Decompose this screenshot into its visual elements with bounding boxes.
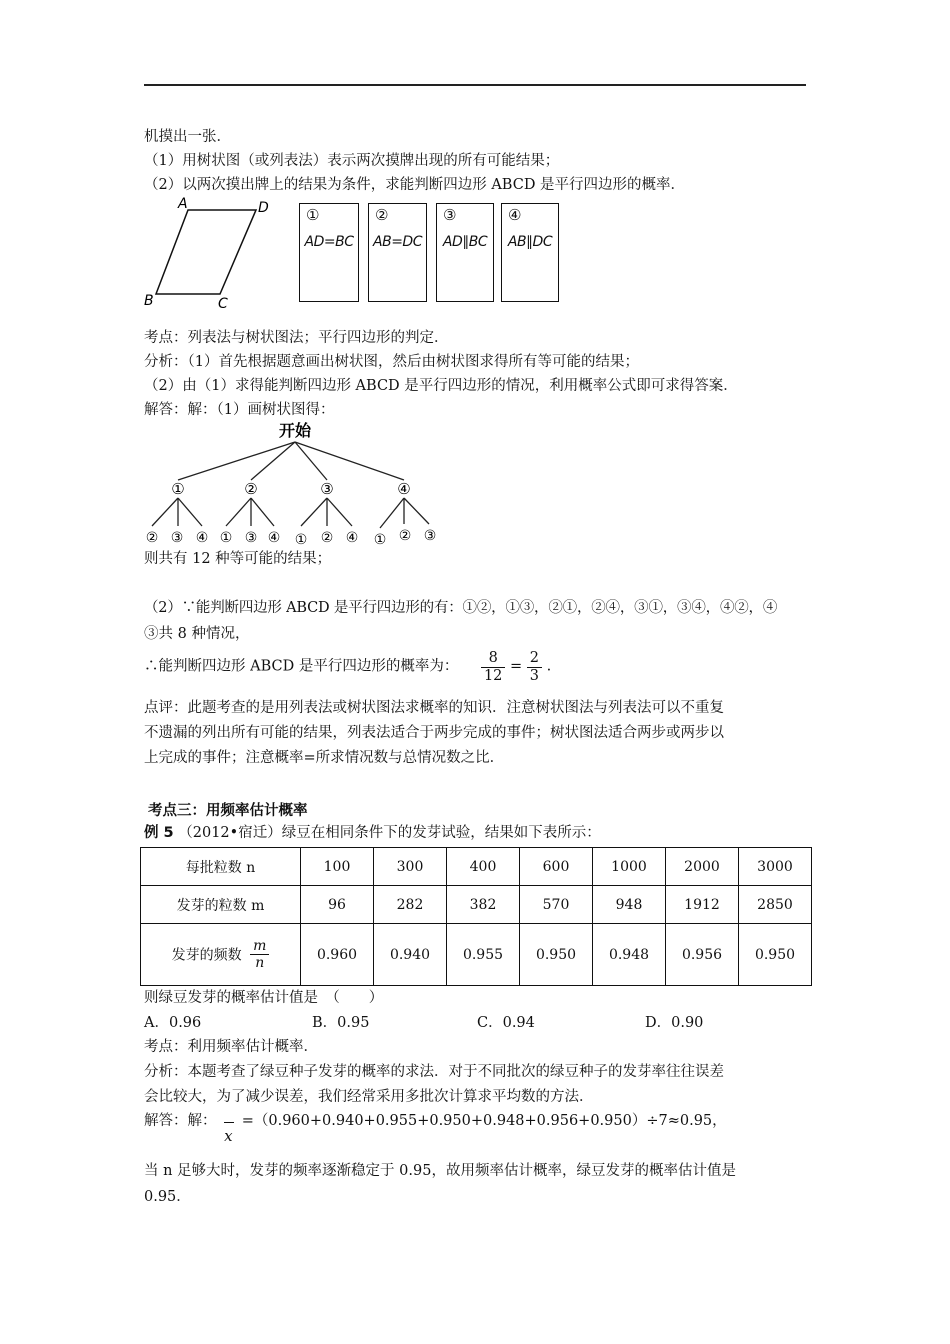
text-line: 解答：解：（1）画树状图得： [144, 402, 335, 418]
solution-prefix: 解答：解： [144, 1113, 217, 1129]
table-row [141, 924, 812, 986]
row-label: 发芽的粒数 m [141, 886, 301, 924]
solution-line [144, 1113, 727, 1145]
vertex-b-label: B [144, 293, 154, 309]
card-expression: AD∥BC [442, 234, 488, 250]
vertex-d-label: D [258, 200, 269, 216]
tree-leaf: ③ [170, 530, 184, 546]
table-cell: 382 [447, 886, 520, 924]
numerator: 8 [481, 650, 505, 668]
option-b: B．0.95 [312, 1015, 370, 1031]
text-line: 点评：此题考查的是用列表法或树状图法求概率的知识．注意树状图法与列表法可以不重复 [144, 700, 724, 716]
text-line: 当 n 足够大时，发芽的频率逐渐稳定于 0.95，故用频率估计概率，绿豆发芽的概率估计值是 [144, 1163, 736, 1179]
text-line: （2）∵能判断四边形 ABCD 是平行四边形的有：①②，①③，②①，②④，③①，③④，④②，④ [144, 600, 778, 616]
text-line: 则共有 12 种等可能的结果； [144, 551, 332, 567]
option-d: D．0.90 [645, 1015, 704, 1031]
table-row [141, 886, 812, 924]
section-heading: 考点三：用频率估计概率 [148, 803, 308, 819]
x-bar-letter: x [224, 1127, 233, 1145]
header-rule [144, 84, 806, 86]
table-cell: 1000 [593, 848, 666, 886]
question-line: 则绿豆发芽的概率估计值是 （ ） [144, 990, 384, 1006]
equals-sign: = [510, 658, 523, 675]
denominator: 3 [529, 667, 540, 684]
text-line: ③共 8 种情况， [144, 626, 250, 642]
card-number: ③ [443, 206, 457, 224]
table-cell: 0.950 [739, 924, 812, 986]
card-expression: AD=BC [304, 234, 354, 250]
tree-leaf: ③ [423, 528, 437, 544]
tree-leaf: ② [398, 528, 412, 544]
row-label-text: 发芽的频数 [171, 947, 242, 964]
option-c: C．0.94 [477, 1015, 535, 1031]
tree-leaf: ④ [267, 530, 281, 546]
tree-leaf: ② [320, 530, 334, 546]
fraction-8-12 [481, 650, 505, 684]
table-cell: 0.950 [520, 924, 593, 986]
text-line: 0.95． [144, 1189, 191, 1205]
card-expression: AB=DC [373, 234, 422, 250]
condition-card-3 [436, 203, 494, 302]
tree-leaf: ① [294, 532, 308, 548]
parallelogram-figure [140, 192, 280, 314]
card-number: ① [306, 206, 320, 224]
table-cell: 570 [520, 886, 593, 924]
text-line: 会比较大，为了减少误差，我们经常采用多批次计算求平均数的方法． [144, 1089, 594, 1105]
condition-card-2 [368, 203, 427, 302]
tree-leaf: ③ [244, 530, 258, 546]
table-cell: 0.948 [593, 924, 666, 986]
table-cell: 2000 [666, 848, 739, 886]
table-cell: 0.960 [301, 924, 374, 986]
fraction-2-3 [527, 650, 542, 684]
tree-node-1: ① [171, 480, 185, 498]
text-line: 考点：列表法与树状图法；平行四边形的判定． [144, 330, 449, 346]
tree-diagram [140, 418, 450, 552]
example-label: 例 5 [144, 825, 174, 841]
table-cell: 948 [593, 886, 666, 924]
table-cell: 300 [374, 848, 447, 886]
card-number: ④ [508, 206, 522, 224]
probability-prefix: ∴能判断四边形 ABCD 是平行四边形的概率为： [144, 658, 459, 675]
x-bar-overline [224, 1122, 234, 1123]
table-cell: 400 [447, 848, 520, 886]
text-line: 考点：利用频率估计概率． [144, 1039, 318, 1055]
numerator: m [250, 938, 269, 955]
vertex-a-label: A [178, 196, 188, 212]
tree-node-2: ② [244, 480, 258, 498]
table-cell: 100 [301, 848, 374, 886]
tree-leaf: ① [219, 530, 233, 546]
table-row [141, 848, 812, 886]
row-label: 每批粒数 n [141, 848, 301, 886]
vertex-c-label: C [218, 296, 228, 312]
table-cell: 2850 [739, 886, 812, 924]
tree-leaf: ① [373, 532, 387, 548]
text-line: （2）以两次摸出牌上的结果为条件，求能判断四边形 ABCD 是平行四边形的概率． [144, 177, 686, 193]
condition-card-4 [501, 203, 559, 302]
row-label [141, 924, 301, 986]
example-text: （2012•宿迁）绿豆在相同条件下的发芽试验，结果如下表所示： [178, 825, 601, 841]
text-line: 机摸出一张． [144, 129, 231, 145]
card-number: ② [375, 206, 389, 224]
table-cell: 96 [301, 886, 374, 924]
period: . [546, 658, 552, 675]
table-cell: 0.955 [447, 924, 520, 986]
numerator: 2 [527, 650, 542, 668]
x-bar-symbol [221, 1113, 237, 1145]
text-line: 不遗漏的列出所有可能的结果，列表法适合于两步完成的事件；树状图法适合两步或两步以 [144, 725, 724, 741]
table-cell: 1912 [666, 886, 739, 924]
text-line: 分析：（1）首先根据题意画出树状图，然后由树状图求得所有等可能的结果； [144, 354, 639, 370]
example-line [144, 825, 601, 842]
text-line: 上完成的事件；注意概率=所求情况数与总情况数之比． [144, 750, 505, 766]
card-expression: AB∥DC [507, 234, 553, 250]
probability-line [144, 650, 551, 684]
text-line: （1）用树状图（或列表法）表示两次摸牌出现的所有可能结果； [144, 153, 560, 169]
text-line: 分析：本题考查了绿豆种子发芽的概率的求法．对于不同批次的绿豆种子的发芽率往往误差 [144, 1064, 724, 1080]
table-cell: 0.940 [374, 924, 447, 986]
tree-leaf: ② [145, 530, 159, 546]
denominator: n [255, 955, 265, 971]
tree-node-4: ④ [397, 480, 411, 498]
tree-node-3: ③ [320, 480, 334, 498]
condition-card-1 [299, 203, 359, 302]
germination-table [140, 847, 812, 986]
tree-leaf: ④ [345, 530, 359, 546]
frequency-fraction [250, 938, 269, 971]
solution-formula: =（0.960+0.940+0.955+0.950+0.948+0.956+0.950）÷7≈0.95， [241, 1113, 727, 1129]
table-cell: 3000 [739, 848, 812, 886]
tree-root: 开始 [278, 421, 312, 440]
tree-leaf: ④ [195, 530, 209, 546]
option-a: A．0.96 [144, 1015, 202, 1031]
table-cell: 0.956 [666, 924, 739, 986]
denominator: 12 [483, 667, 503, 684]
text-line: （2）由（1）求得能判断四边形 ABCD 是平行四边形的情况，利用概率公式即可求得答案． [144, 378, 738, 394]
table-cell: 600 [520, 848, 593, 886]
table-cell: 282 [374, 886, 447, 924]
